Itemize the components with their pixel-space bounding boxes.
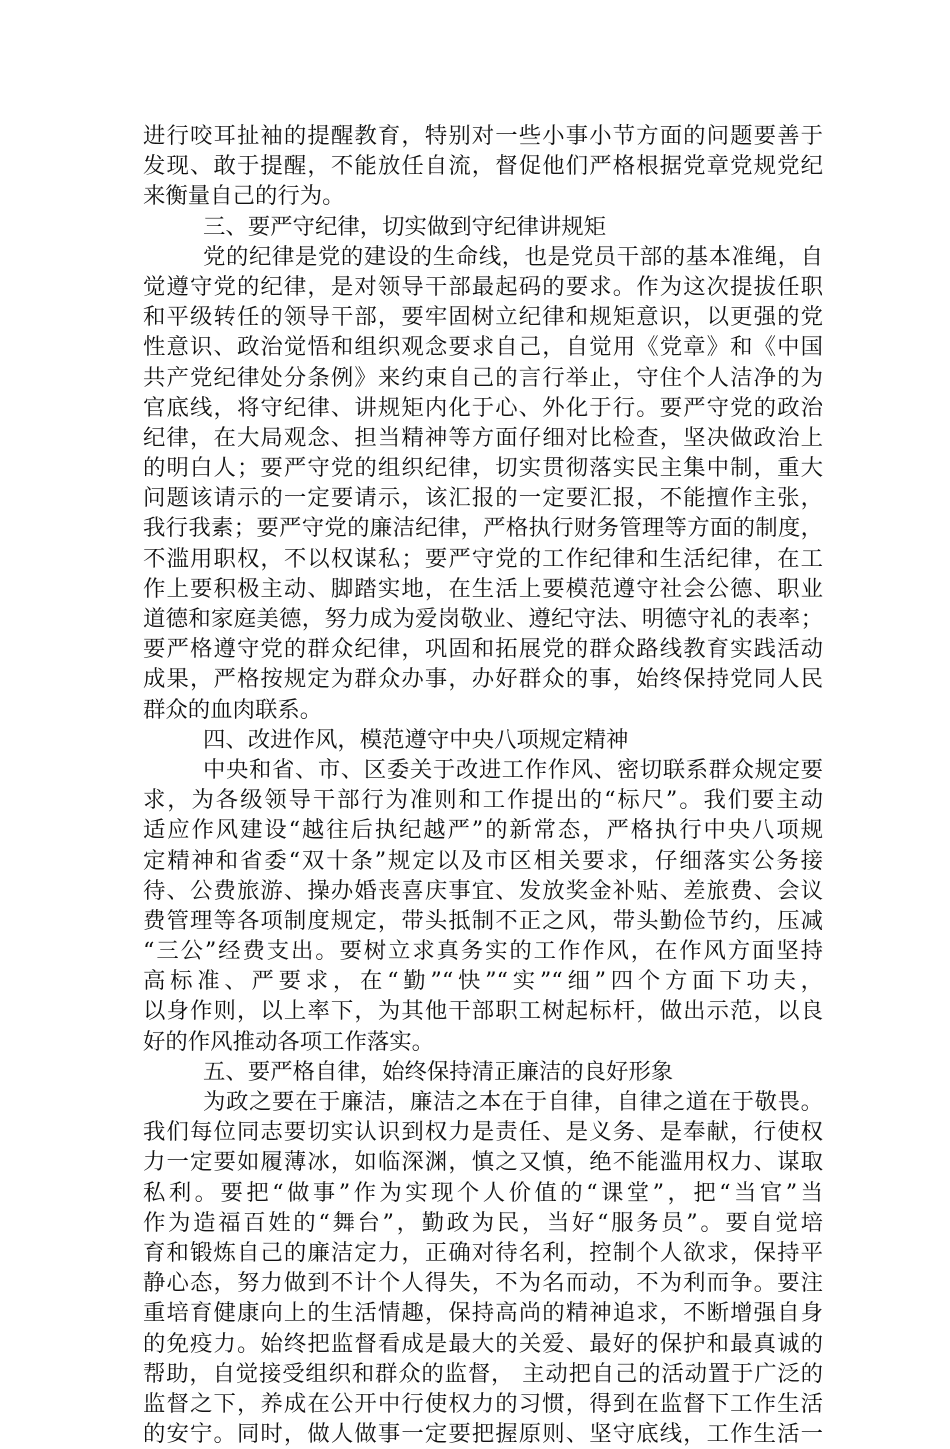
body-text-line: 官底线，将守纪律、讲规矩内化于心、外化于行。要严守党的政治	[143, 394, 823, 421]
body-text-line: 和平级转任的领导干部，要牢固树立纪律和规矩意识，以更强的党	[143, 304, 823, 331]
body-text-line: 不滥用职权，不以权谋私；要严守党的工作纪律和生活纪律，在工	[143, 545, 823, 572]
body-text-line: 力一定要如履薄冰，如临深渊，慎之又慎，绝不能滥用权力、谋取	[143, 1149, 823, 1176]
section-heading: 四、改进作风，模范遵守中央八项规定精神	[203, 726, 629, 753]
paragraph-first-line: 为政之要在于廉洁，廉洁之本在于自律，自律之道在于敬畏。	[203, 1089, 823, 1115]
body-text-line: 觉遵守党的纪律，是对领导干部最起码的要求。作为这次提拔任职	[143, 273, 823, 300]
paragraph-first-line: 中央和省、市、区委关于改进工作作风、密切联系群众规定要	[203, 756, 823, 783]
body-text-line: 以身作则，以上率下，为其他干部职工树起标杆，做出示范，以良	[143, 998, 823, 1025]
body-text-line: 我们每位同志要切实认识到权力是责任、是义务、是奉献，行使权	[143, 1119, 823, 1146]
body-text-line: 成果，严格按规定为群众办事，办好群众的事，始终保持党同人民	[143, 666, 823, 693]
paragraph-last-line: 群众的血肉联系。	[143, 696, 323, 723]
body-text-line: 帮助，自觉接受组织和群众的监督， 主动把自己的活动置于广泛的	[143, 1360, 823, 1387]
body-text-line: 监督之下，养成在公开中行使权力的习惯，得到在监督下工作生活	[143, 1390, 823, 1417]
body-text-line: 进行咬耳扯袖的提醒教育，特别对一些小事小节方面的问题要善于	[143, 123, 823, 149]
body-text-line: 育和锻炼自己的廉洁定力，正确对待名利，控制个人欲求，保持平	[143, 1239, 823, 1266]
body-text-line: 问题该请示的一定要请示，该汇报的一定要汇报，不能擅作主张，	[143, 485, 823, 512]
paragraph-last-line: 好的作风推动各项工作落实。	[143, 1028, 435, 1055]
body-text-line: 适应作风建设“越往后执纪越严”的新常态，严格执行中央八项规	[143, 817, 823, 844]
body-text-line: 高标准、严要求，在“勤”“快”“实”“细”四个方面下功夫，	[143, 968, 823, 995]
body-text-line: 作为造福百姓的“舞台”，勤政为民，当好“服务员”。要自觉培	[143, 1209, 823, 1236]
body-text-line: 求，为各级领导干部行为准则和工作提出的“标尺”。我们要主动	[143, 787, 823, 814]
body-text-line: 共产党纪律处分条例》来约束自己的言行举止，守住个人洁净的为	[143, 364, 823, 391]
body-text-line: 的安宁。同时，做人做事一定要把握原则、坚守底线，工作生活一	[143, 1421, 823, 1448]
body-text-line: “三公”经费支出。要树立求真务实的工作作风，在作风方面坚持	[143, 938, 823, 965]
body-text-line: 重培育健康向上的生活情趣，保持高尚的精神追求，不断增强自身	[143, 1300, 823, 1327]
body-text-line: 的明白人；要严守党的组织纪律，切实贯彻落实民主集中制，重大	[143, 455, 823, 482]
body-text-line: 我行我素；要严守党的廉洁纪律，严格执行财务管理等方面的制度，	[143, 515, 823, 542]
body-text-line: 道德和家庭美德，努力成为爱岗敬业、遵纪守法、明德守礼的表率；	[143, 606, 823, 632]
body-text-line: 私利。要把“做事”作为实现个人价值的“课堂”，把“当官”当	[143, 1179, 823, 1206]
body-text-line: 待、公费旅游、操办婚丧喜庆事宜、发放奖金补贴、差旅费、会议	[143, 877, 823, 904]
paragraph-last-line: 来衡量自己的行为。	[143, 183, 345, 210]
body-text-line: 作上要积极主动、脚踏实地，在生活上要模范遵守社会公德、职业	[143, 575, 823, 602]
paragraph-first-line: 党的纪律是党的建设的生命线，也是党员干部的基本准绳，自	[203, 243, 823, 270]
body-text-line: 定精神和省委“双十条”规定以及市区相关要求，仔细落实公务接	[143, 847, 823, 874]
section-heading: 五、要严格自律，始终保持清正廉洁的良好形象	[203, 1058, 674, 1085]
document-body	[143, 121, 823, 1449]
section-heading: 三、要严守纪律，切实做到守纪律讲规矩	[203, 213, 607, 240]
body-text-line: 发现、敢于提醒，不能放任自流，督促他们严格根据党章党规党纪	[143, 153, 823, 180]
body-text-line: 的免疫力。始终把监督看成是最大的关爱、最好的保护和最真诚的	[143, 1330, 823, 1357]
body-text-line: 纪律，在大局观念、担当精神等方面仔细对比检查，坚决做政治上	[143, 424, 823, 451]
body-text-line: 静心态，努力做到不计个人得失，不为名而动，不为利而争。要注	[143, 1270, 823, 1297]
body-text-line: 要严格遵守党的群众纪律，巩固和拓展党的群众路线教育实践活动	[143, 636, 823, 663]
body-text-line: 费管理等各项制度规定，带头抵制不正之风，带头勤俭节约，压减	[143, 907, 823, 934]
body-text-line: 性意识、政治觉悟和组织观念要求自己，自觉用《党章》和《中国	[143, 334, 823, 361]
